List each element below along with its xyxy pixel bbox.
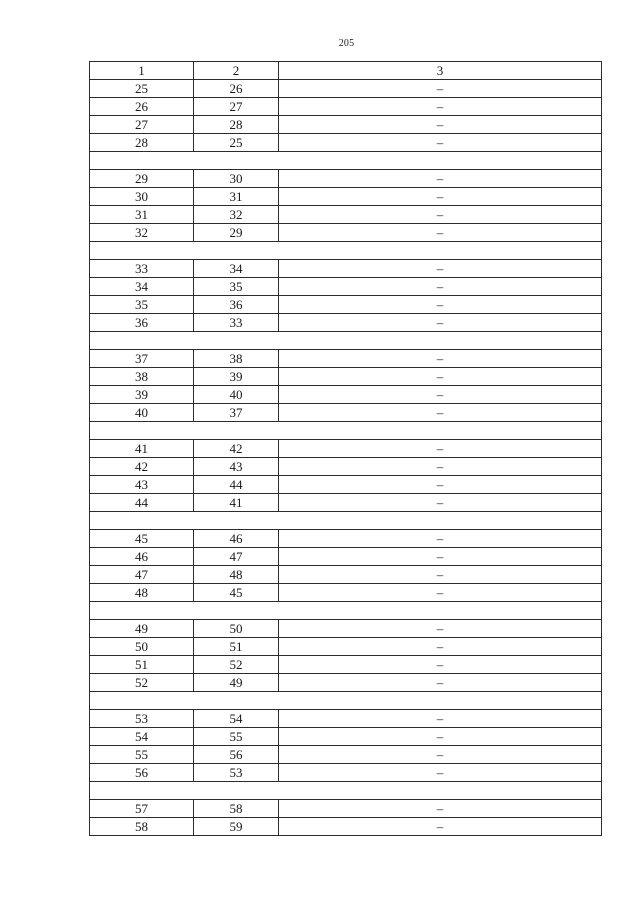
table-cell-col2: 46 (194, 530, 279, 548)
table-cell-col1: 52 (90, 674, 194, 692)
table-row (90, 800, 602, 818)
header-cell-col3: 3 (279, 62, 602, 80)
group-separator-cell (90, 422, 602, 440)
table-row (90, 818, 602, 836)
table-row (90, 278, 602, 296)
table-row (90, 710, 602, 728)
table-row (90, 458, 602, 476)
table-cell-col3: – (279, 710, 602, 728)
table-cell-col2: 54 (194, 710, 279, 728)
table-row (90, 314, 602, 332)
table-cell-col3: – (279, 278, 602, 296)
group-separator-cell (90, 602, 602, 620)
table-row (90, 386, 602, 404)
table-cell-col2: 34 (194, 260, 279, 278)
group-separator-cell (90, 242, 602, 260)
table-cell-col1: 58 (90, 818, 194, 836)
table-cell-col1: 51 (90, 656, 194, 674)
table-cell-col3: – (279, 224, 602, 242)
group-separator-row (90, 512, 602, 530)
table-header-row (90, 62, 602, 80)
table-cell-col3: – (279, 800, 602, 818)
table-cell-col2: 43 (194, 458, 279, 476)
group-separator-row (90, 152, 602, 170)
table-row (90, 170, 602, 188)
group-separator-cell (90, 332, 602, 350)
table-cell-col1: 46 (90, 548, 194, 566)
group-separator-row (90, 782, 602, 800)
table-row (90, 764, 602, 782)
table-cell-col2: 40 (194, 386, 279, 404)
table-row (90, 404, 602, 422)
table-cell-col1: 56 (90, 764, 194, 782)
table-cell-col2: 29 (194, 224, 279, 242)
table-cell-col2: 59 (194, 818, 279, 836)
table-cell-col3: – (279, 746, 602, 764)
table-row (90, 134, 602, 152)
group-separator-row (90, 602, 602, 620)
table-cell-col1: 26 (90, 98, 194, 116)
table-cell-col1: 38 (90, 368, 194, 386)
table-cell-col2: 49 (194, 674, 279, 692)
table-cell-col3: – (279, 314, 602, 332)
table-row (90, 116, 602, 134)
table-cell-col3: – (279, 548, 602, 566)
table-cell-col2: 42 (194, 440, 279, 458)
table-cell-col3: – (279, 566, 602, 584)
table-cell-col1: 31 (90, 206, 194, 224)
table-cell-col1: 49 (90, 620, 194, 638)
table-row (90, 638, 602, 656)
table-cell-col2: 27 (194, 98, 279, 116)
table-cell-col1: 39 (90, 386, 194, 404)
table-row (90, 296, 602, 314)
data-table (89, 61, 602, 836)
table-cell-col2: 39 (194, 368, 279, 386)
table-body (90, 62, 602, 836)
table-cell-col3: – (279, 80, 602, 98)
table-cell-col2: 52 (194, 656, 279, 674)
header-cell-col2: 2 (194, 62, 279, 80)
group-separator-row (90, 242, 602, 260)
table-row (90, 206, 602, 224)
table-cell-col2: 35 (194, 278, 279, 296)
table-cell-col2: 33 (194, 314, 279, 332)
table-cell-col3: – (279, 494, 602, 512)
group-separator-cell (90, 782, 602, 800)
table-cell-col3: – (279, 476, 602, 494)
table-cell-col3: – (279, 404, 602, 422)
table-cell-col3: – (279, 206, 602, 224)
table-row (90, 476, 602, 494)
table-cell-col2: 37 (194, 404, 279, 422)
table-cell-col3: – (279, 98, 602, 116)
table-row (90, 674, 602, 692)
table-cell-col2: 58 (194, 800, 279, 818)
table-cell-col2: 30 (194, 170, 279, 188)
table-cell-col1: 53 (90, 710, 194, 728)
table-row (90, 620, 602, 638)
table-cell-col3: – (279, 728, 602, 746)
table-cell-col1: 28 (90, 134, 194, 152)
table-cell-col3: – (279, 674, 602, 692)
table-cell-col2: 55 (194, 728, 279, 746)
group-separator-cell (90, 152, 602, 170)
header-cell-col1: 1 (90, 62, 194, 80)
table-row (90, 656, 602, 674)
table-cell-col3: – (279, 386, 602, 404)
table-cell-col1: 30 (90, 188, 194, 206)
table-cell-col1: 41 (90, 440, 194, 458)
table-cell-col3: – (279, 638, 602, 656)
table-cell-col3: – (279, 440, 602, 458)
table-cell-col1: 40 (90, 404, 194, 422)
table-row (90, 530, 602, 548)
page-number: 205 (338, 38, 355, 49)
table-cell-col3: – (279, 620, 602, 638)
table-cell-col1: 37 (90, 350, 194, 368)
table-row (90, 188, 602, 206)
table-cell-col3: – (279, 260, 602, 278)
table-cell-col3: – (279, 764, 602, 782)
group-separator-row (90, 422, 602, 440)
table-cell-col2: 47 (194, 548, 279, 566)
table-cell-col1: 35 (90, 296, 194, 314)
table-cell-col3: – (279, 656, 602, 674)
table-cell-col3: – (279, 368, 602, 386)
table-cell-col3: – (279, 350, 602, 368)
table-cell-col2: 26 (194, 80, 279, 98)
table-cell-col3: – (279, 296, 602, 314)
group-separator-cell (90, 512, 602, 530)
table-cell-col1: 48 (90, 584, 194, 602)
table-cell-col1: 45 (90, 530, 194, 548)
table-cell-col3: – (279, 170, 602, 188)
table-row (90, 440, 602, 458)
table-row (90, 548, 602, 566)
table-cell-col2: 45 (194, 584, 279, 602)
table-row (90, 224, 602, 242)
table-row (90, 566, 602, 584)
table-row (90, 260, 602, 278)
table-cell-col1: 32 (90, 224, 194, 242)
table-cell-col2: 38 (194, 350, 279, 368)
table-row (90, 80, 602, 98)
table-cell-col1: 27 (90, 116, 194, 134)
table-cell-col2: 48 (194, 566, 279, 584)
table-cell-col1: 42 (90, 458, 194, 476)
table-row (90, 728, 602, 746)
table-cell-col1: 34 (90, 278, 194, 296)
table-cell-col2: 53 (194, 764, 279, 782)
table-row (90, 368, 602, 386)
group-separator-row (90, 692, 602, 710)
table-cell-col1: 36 (90, 314, 194, 332)
table-cell-col1: 55 (90, 746, 194, 764)
table-cell-col2: 31 (194, 188, 279, 206)
table-cell-col2: 32 (194, 206, 279, 224)
table-cell-col1: 44 (90, 494, 194, 512)
table-row (90, 584, 602, 602)
table-cell-col2: 50 (194, 620, 279, 638)
table-row (90, 98, 602, 116)
table-cell-col2: 41 (194, 494, 279, 512)
table-cell-col2: 44 (194, 476, 279, 494)
table-cell-col1: 50 (90, 638, 194, 656)
table-cell-col3: – (279, 458, 602, 476)
table-cell-col2: 36 (194, 296, 279, 314)
table-cell-col1: 54 (90, 728, 194, 746)
table-cell-col2: 28 (194, 116, 279, 134)
table-cell-col1: 43 (90, 476, 194, 494)
table-cell-col1: 57 (90, 800, 194, 818)
table-cell-col3: – (279, 134, 602, 152)
table-cell-col3: – (279, 584, 602, 602)
table-row (90, 350, 602, 368)
table-cell-col2: 56 (194, 746, 279, 764)
table-cell-col1: 25 (90, 80, 194, 98)
table-cell-col1: 29 (90, 170, 194, 188)
group-separator-cell (90, 692, 602, 710)
table-cell-col1: 47 (90, 566, 194, 584)
table-row (90, 746, 602, 764)
table-cell-col3: – (279, 116, 602, 134)
table-row (90, 494, 602, 512)
table-cell-col1: 33 (90, 260, 194, 278)
group-separator-row (90, 332, 602, 350)
table-cell-col3: – (279, 188, 602, 206)
table-cell-col3: – (279, 530, 602, 548)
table-cell-col2: 51 (194, 638, 279, 656)
table-cell-col3: – (279, 818, 602, 836)
table-cell-col2: 25 (194, 134, 279, 152)
